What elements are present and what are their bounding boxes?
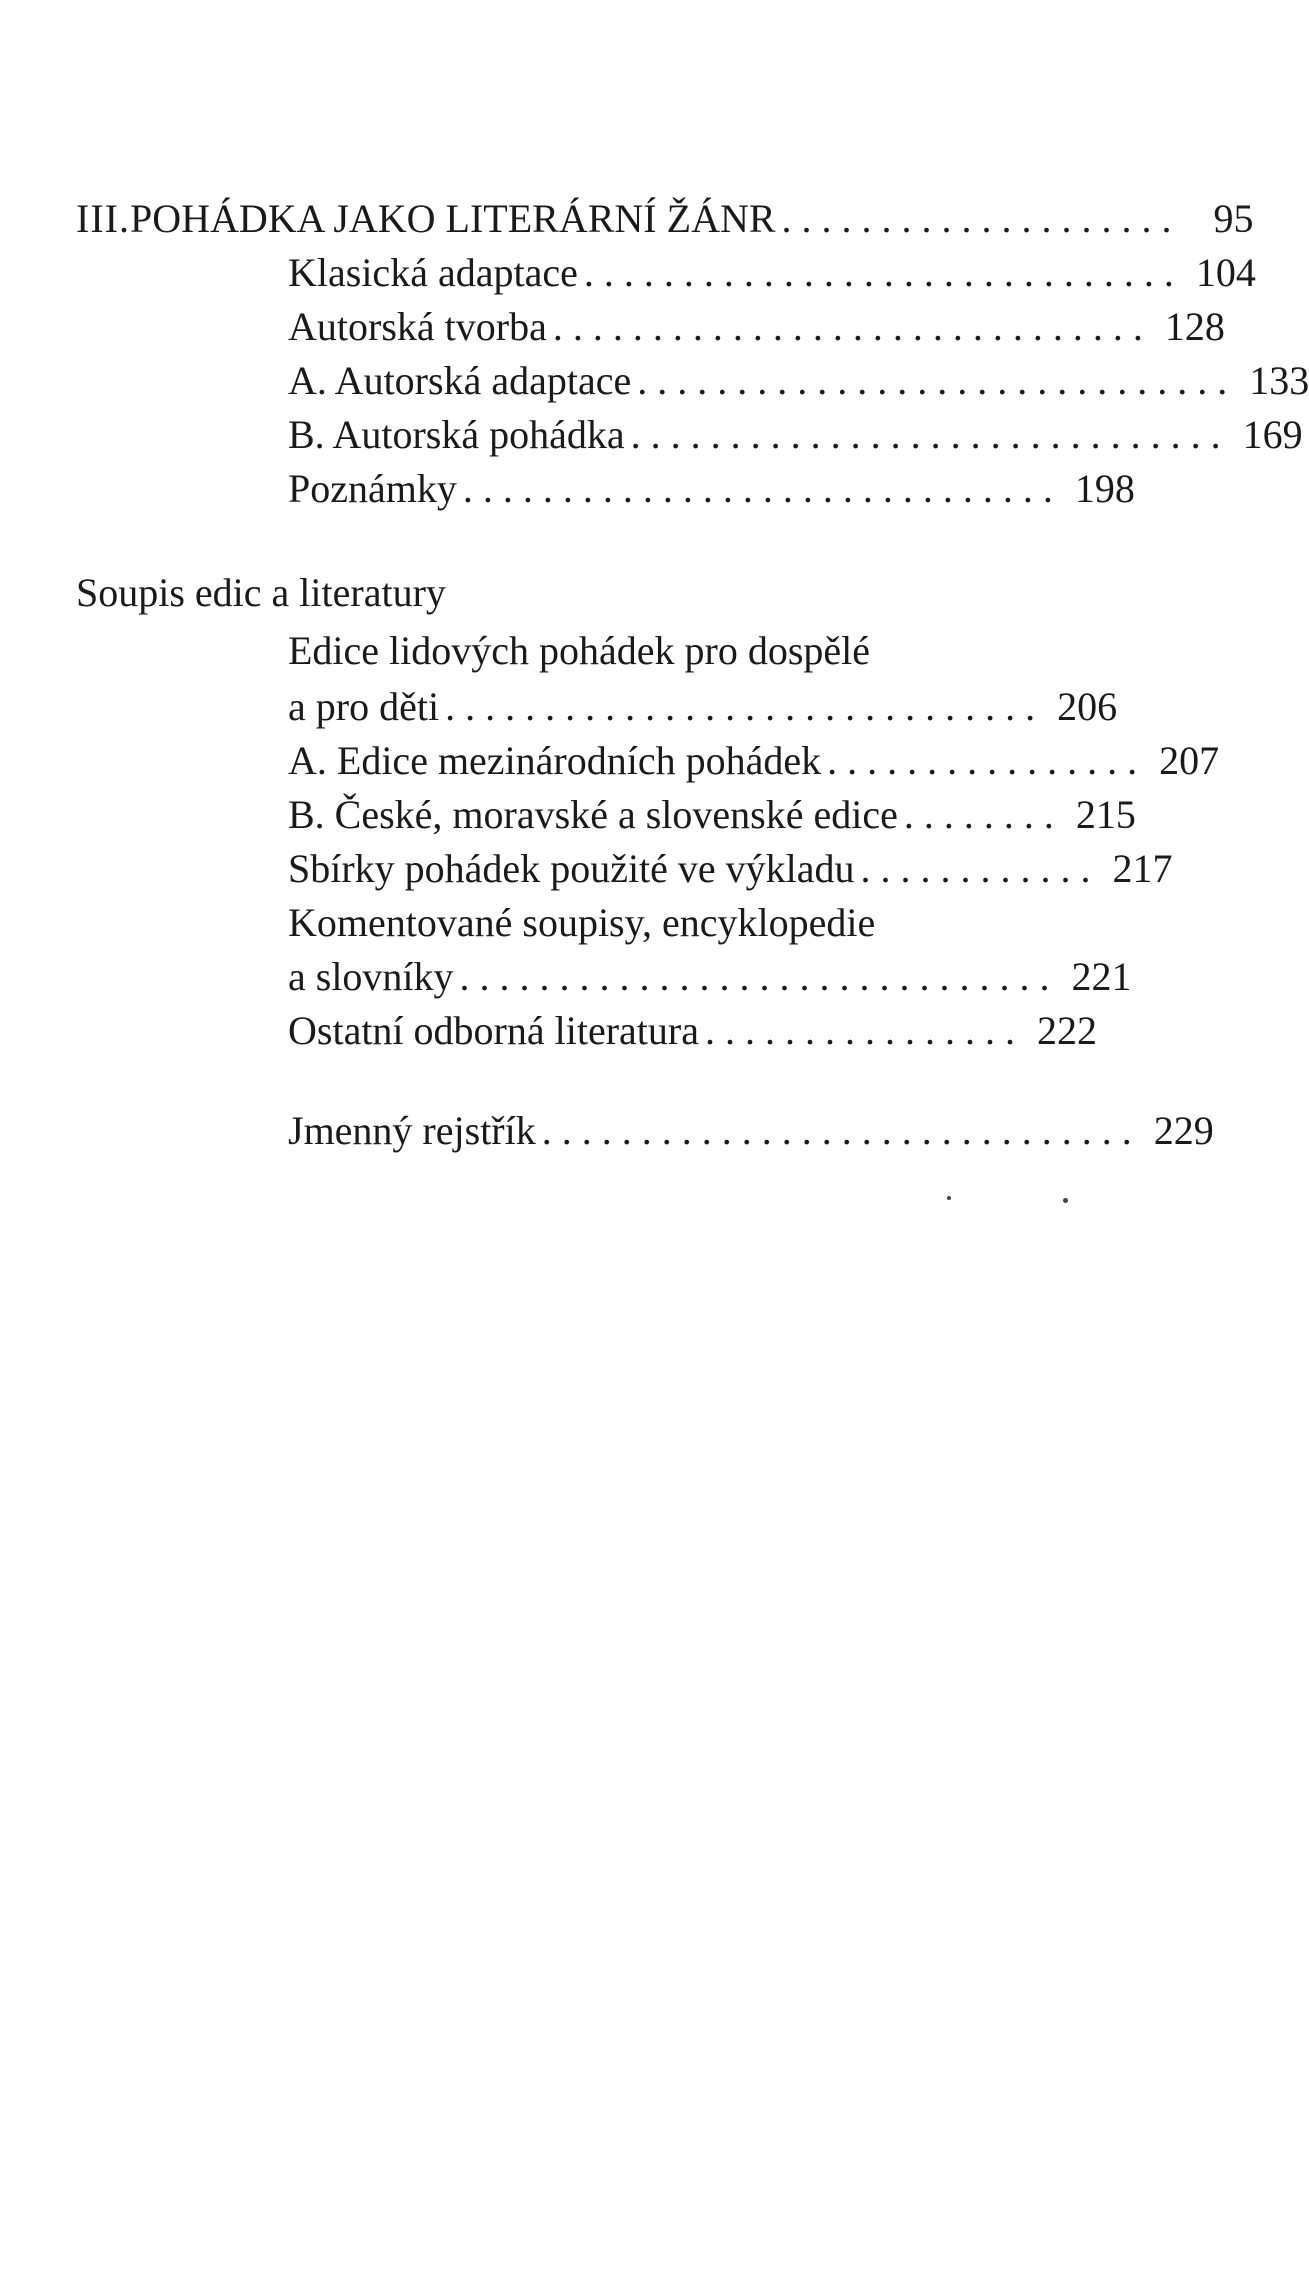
dot-leader: . . . . . . . . . . . . [860,846,1091,891]
toc-entry [288,354,1309,408]
scan-speck [947,1196,951,1200]
toc-entry [288,734,1220,788]
dot-leader: . . . . . . . . . . . . . . . . . . . . . . . . . . . . . . [445,684,1036,729]
page-number: 128 [1164,304,1225,349]
section-title: Soupis edic a literatury [76,570,446,615]
page-number: 95 [1213,196,1254,241]
dot-leader: . . . . . . . . . . . . . . . . [827,738,1138,783]
page-number: 104 [1195,250,1256,295]
entry-title: B. Autorská pohádka [288,412,625,457]
part-number: III. [76,196,130,241]
toc-part-heading [76,192,1254,246]
dot-leader: . . . . . . . . . . . . . . . . . . . . . . . . . . . . . . [462,466,1053,511]
entry-title: Ostatní odborná literatura [288,1008,699,1053]
dot-leader: . . . . . . . . . . . . . . . . . . . . . . . . . . . . . . [583,250,1174,295]
entry-title: a pro děti [288,684,440,729]
toc-entry [288,896,1080,950]
toc-section-heading [76,566,1080,620]
dot-leader: . . . . . . . . . . . . . . . . . . . . . . . . . . . . . . [637,358,1228,403]
toc-entry [288,624,1080,678]
toc-entry [288,246,1256,300]
page-number: 229 [1153,1108,1214,1153]
entry-title: Klasická adaptace [288,250,578,295]
entry-title: Edice lidových pohádek pro dospělé [288,628,871,673]
page-number: 207 [1159,738,1220,783]
dot-leader: . . . . . . . . . . . . . . . . [704,1008,1015,1053]
dot-leader: . . . . . . . . . . . . . . . . . . . . . . . . . . . . . . [630,412,1221,457]
toc-entry [288,680,1118,734]
toc-entry [288,408,1303,462]
toc-entry [288,300,1225,354]
page-number: 217 [1112,846,1173,891]
toc-entry [288,1104,1214,1158]
entry-title: B. České, moravské a slovenské edice [288,792,898,837]
entry-title: A. Autorská adaptace [288,358,632,403]
page-number: 221 [1071,954,1132,999]
dot-leader: . . . . . . . . . . . . . . . . . . . . . . . . . . . . . . [552,304,1143,349]
dot-leader: . . . . . . . . . . . . . . . . . . . . . . . . . . . . . . [541,1108,1132,1153]
dot-leader: . . . . . . . . . . . . . . . . . . . . [781,196,1172,241]
toc-entry [288,462,1135,516]
entry-title: Poznámky [288,466,457,511]
entry-title: Komentované soupisy, encyklopedie [288,900,876,945]
page-number: 198 [1074,466,1135,511]
toc-entry [288,842,1173,896]
entry-title: A. Edice mezinárodních pohádek [288,738,822,783]
scan-speck [1063,1198,1068,1203]
page-number: 222 [1036,1008,1097,1053]
entry-title: Autorská tvorba [288,304,547,349]
toc-entry [288,788,1136,842]
entry-title: Jmenný rejstřík [288,1108,536,1153]
dot-leader: . . . . . . . . [903,792,1054,837]
toc-entry [288,1004,1097,1058]
page-number: 133 [1249,358,1309,403]
toc-entry [288,950,1132,1004]
dot-leader: . . . . . . . . . . . . . . . . . . . . . . . . . . . . . . [459,954,1050,999]
page-number: 215 [1075,792,1136,837]
entry-title: Sbírky pohádek použité ve výkladu [288,846,855,891]
entry-title: a slovníky [288,954,454,999]
page-number: 169 [1242,412,1303,457]
part-title: POHÁDKA JAKO LITERÁRNÍ ŽÁNR [129,196,776,241]
page-number: 206 [1057,684,1118,729]
